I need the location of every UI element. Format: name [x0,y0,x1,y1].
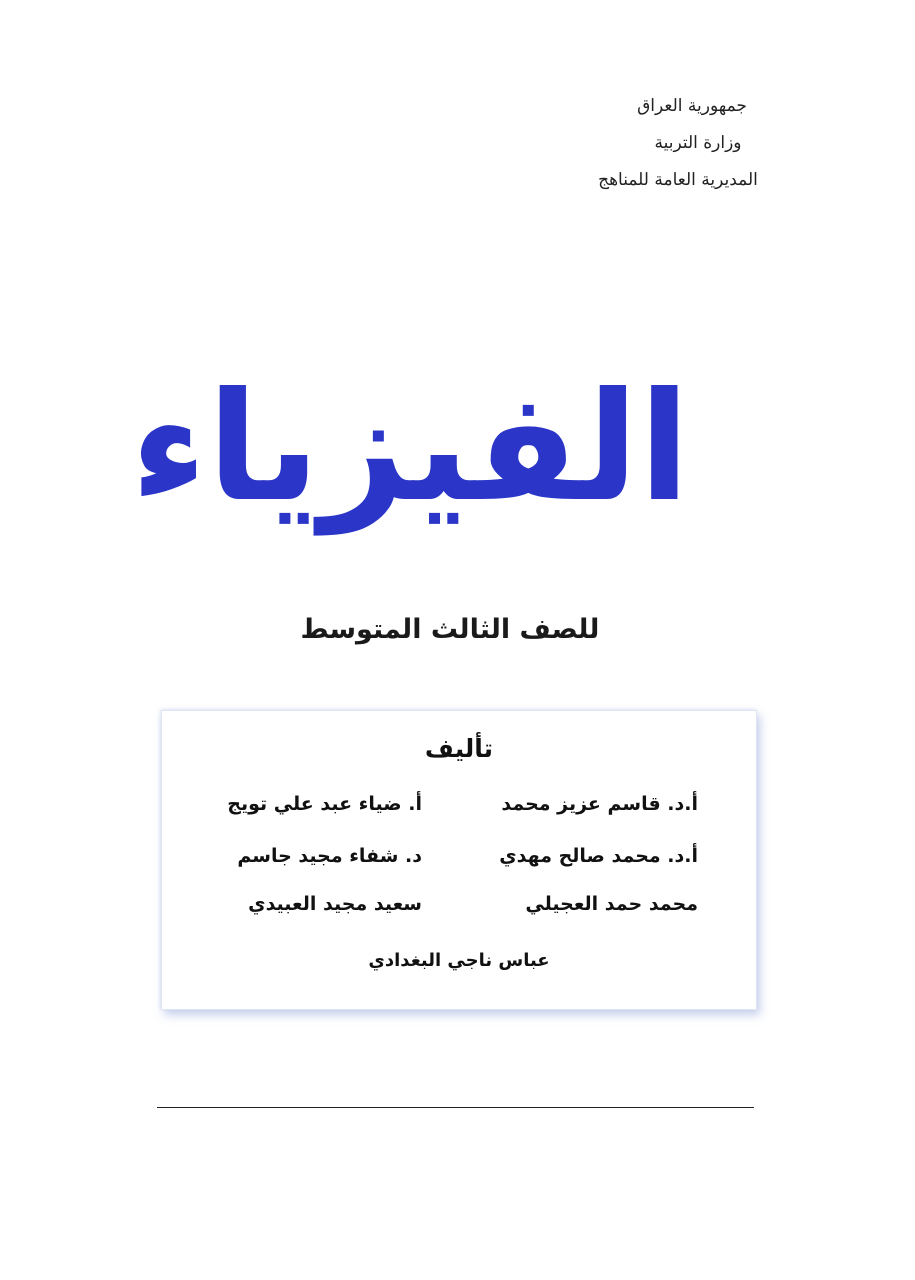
author-name: محمد حمد العجيلي [525,893,698,915]
directorate-name: المديرية العامة للمناهج [598,170,758,190]
book-subtitle: للصف الثالث المتوسط [300,614,600,645]
author-name: أ.د. محمد صالح مهدي [499,845,698,867]
authors-heading: تأليف [424,734,494,763]
ministry-name: وزارة التربية [654,133,742,153]
author-name: سعيد مجيد العبيدي [248,893,422,915]
author-name: د. شفاء مجيد جاسم [237,845,422,867]
author-name: أ.د. قاسم عزيز محمد [501,793,698,815]
bottom-divider [157,1107,754,1108]
author-name: أ. ضياء عبد علي تويج [227,793,422,815]
country-name: جمهورية العراق [637,96,747,116]
book-title: الفيزياء [130,361,690,535]
authors-box [161,710,757,1010]
author-name-last: عباس ناجي البغدادي [368,950,550,971]
ministry-header [560,88,796,199]
